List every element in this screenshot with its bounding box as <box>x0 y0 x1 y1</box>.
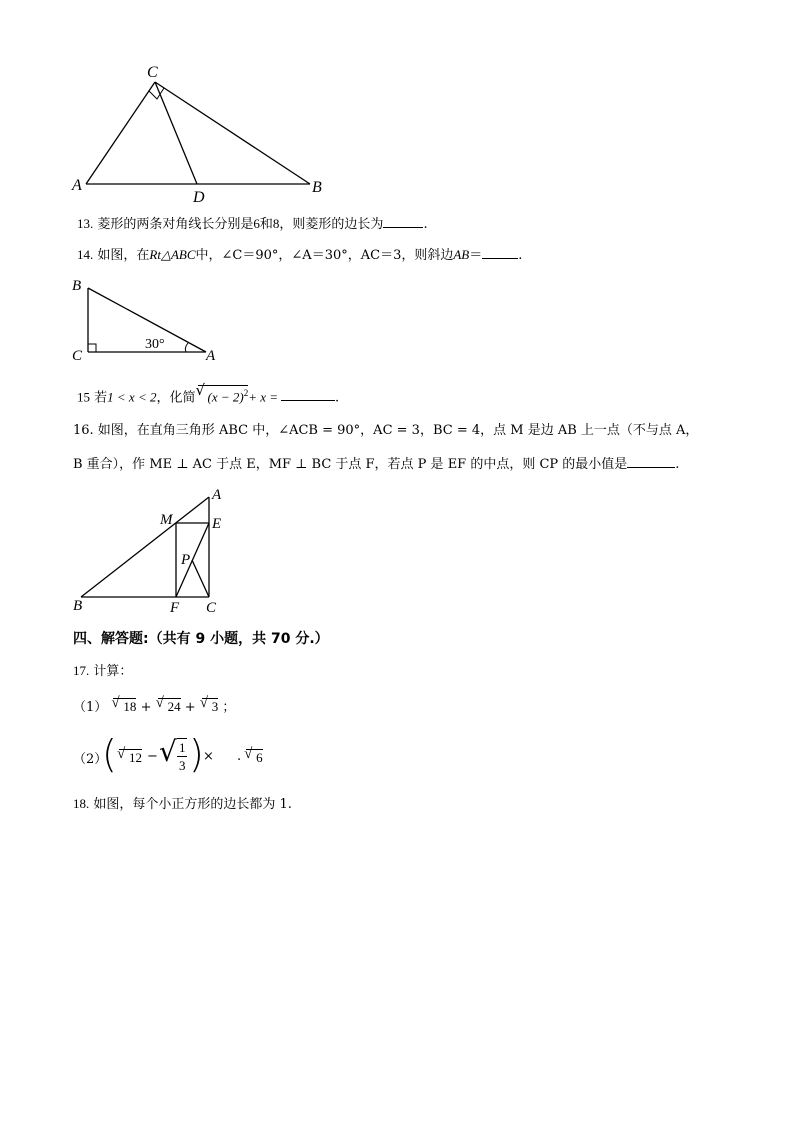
q17-p2-big-radical-sign: √ <box>159 735 177 768</box>
label-a: A <box>206 348 216 364</box>
q15-radicand: (x − 2) <box>207 389 244 405</box>
figure-right-triangle-30 <box>66 272 226 367</box>
angle-label: 30° <box>145 337 165 352</box>
q17-p2-big-radical-bar <box>177 738 187 739</box>
q17-p2-end: . <box>237 749 242 764</box>
q14-number: 14. <box>77 247 94 262</box>
q13-text-a: 菱形的两条对角线长分别是 <box>97 217 254 232</box>
q17-p2-numerator: 1 <box>179 740 186 755</box>
label-p: P <box>181 552 191 568</box>
q17-p2-right-paren: ) <box>189 732 204 776</box>
q15-number: 15 <box>77 389 90 405</box>
q17-text: 计算： <box>93 664 133 679</box>
q14-text-b: 中，∠C＝90°，∠A＝30°，AC＝3，则斜边 <box>195 248 454 263</box>
q14-triangle: △ABC <box>160 247 196 262</box>
q17-p1-radical-3 <box>202 698 219 714</box>
q17-p2-minus: − <box>147 749 158 764</box>
q17-p2-denominator: 3 <box>179 758 186 773</box>
q13-text-b: ，则菱形的边长为 <box>279 217 384 232</box>
q17-p2-left-paren: ( <box>102 732 117 776</box>
label-d: D <box>193 189 205 205</box>
q17-p2-times: × <box>203 749 214 764</box>
label-f: F <box>170 600 180 616</box>
q13-v1: 6 <box>253 216 260 231</box>
q14-ab: AB <box>453 247 470 262</box>
q14-rt: Rt <box>149 247 161 262</box>
q15-text-a: 若 <box>94 390 108 406</box>
q16-answer-blank[interactable] <box>627 454 675 468</box>
q15-text-b: ，化简 <box>156 390 196 406</box>
q16-end: . <box>675 457 680 472</box>
q17-p2-r3: 6 <box>256 750 263 765</box>
q16-line1: 16. 如图，在直角三角形 ABC 中，∠ACB = 90°，AC = 3，BC = 4，点 M 是边 AB 上一点（不与点 A， <box>73 423 699 438</box>
question-14 <box>77 245 522 265</box>
q13-answer-blank[interactable] <box>383 214 423 228</box>
question-17 <box>73 662 132 681</box>
label-b: B <box>72 278 82 294</box>
question-15 <box>77 385 339 407</box>
q14-end: . <box>518 248 523 263</box>
label-a: A <box>212 487 222 503</box>
q17-p1-end: ； <box>222 700 236 715</box>
q13-number: 13. <box>77 216 94 231</box>
q17-p1-r1: 18 <box>123 699 137 714</box>
question-16-line-2 <box>73 454 679 474</box>
q16-line2: B 重合），作 ME ⊥ AC 于点 E，MF ⊥ BC 于点 F，若点 P 是 EF 的中点，则 CP 的最小值是 <box>73 457 628 472</box>
q17-p2-r1: 12 <box>129 750 142 765</box>
q17-p1-radical-2 <box>158 698 181 714</box>
question-13 <box>77 214 428 234</box>
q13-v2: 8 <box>272 216 280 231</box>
label-b: B <box>312 179 322 196</box>
q13-and: 和 <box>259 217 273 232</box>
q17-p2-fraction-bar <box>177 756 187 757</box>
q13-end: . <box>423 217 428 232</box>
q17-p1-r3: 3 <box>211 699 219 714</box>
q17-p2-radical-3 <box>246 749 263 765</box>
q17-p1-radical-1 <box>113 698 136 714</box>
figure-triangle-abc-d <box>60 55 350 205</box>
q17-p1-label: （1） <box>73 700 108 715</box>
q17-p2-radical-1 <box>119 749 142 765</box>
q17-p1-r2: 24 <box>167 699 181 714</box>
q18-text: 如图，每个小正方形的边长都为 1. <box>93 797 292 812</box>
q15-exponent: 2 <box>243 388 249 398</box>
label-m: M <box>160 512 173 528</box>
label-c: C <box>147 64 158 81</box>
question-18 <box>73 795 292 814</box>
q15-tail: + x = <box>248 389 279 405</box>
q15-answer-blank[interactable] <box>281 387 335 401</box>
q15-condition: 1 < x < 2 <box>107 389 157 405</box>
question-16-line-1 <box>73 422 698 440</box>
q14-text-a: 如图，在 <box>97 248 150 263</box>
label-e: E <box>212 516 222 532</box>
label-b: B <box>73 598 83 614</box>
label-a: A <box>72 177 82 194</box>
figure-triangle-mefp <box>68 482 238 617</box>
q17-number: 17. <box>73 663 90 678</box>
q17-part-2 <box>73 734 373 780</box>
q17-part-1: （1） √ 18 + √ 24 + √ 3 ； <box>73 698 235 717</box>
label-c: C <box>72 348 83 364</box>
label-c: C <box>206 600 217 616</box>
q14-eq: ＝ <box>469 248 483 263</box>
q15-end: . <box>335 390 340 406</box>
q14-answer-blank[interactable] <box>482 245 518 259</box>
q15-radical <box>198 385 249 405</box>
q18-number: 18. <box>73 796 90 811</box>
section-heading: 四、解答题:（共有 9 小题，共 70 分.） <box>73 631 329 647</box>
q17-p2-label: （2） <box>73 752 108 767</box>
